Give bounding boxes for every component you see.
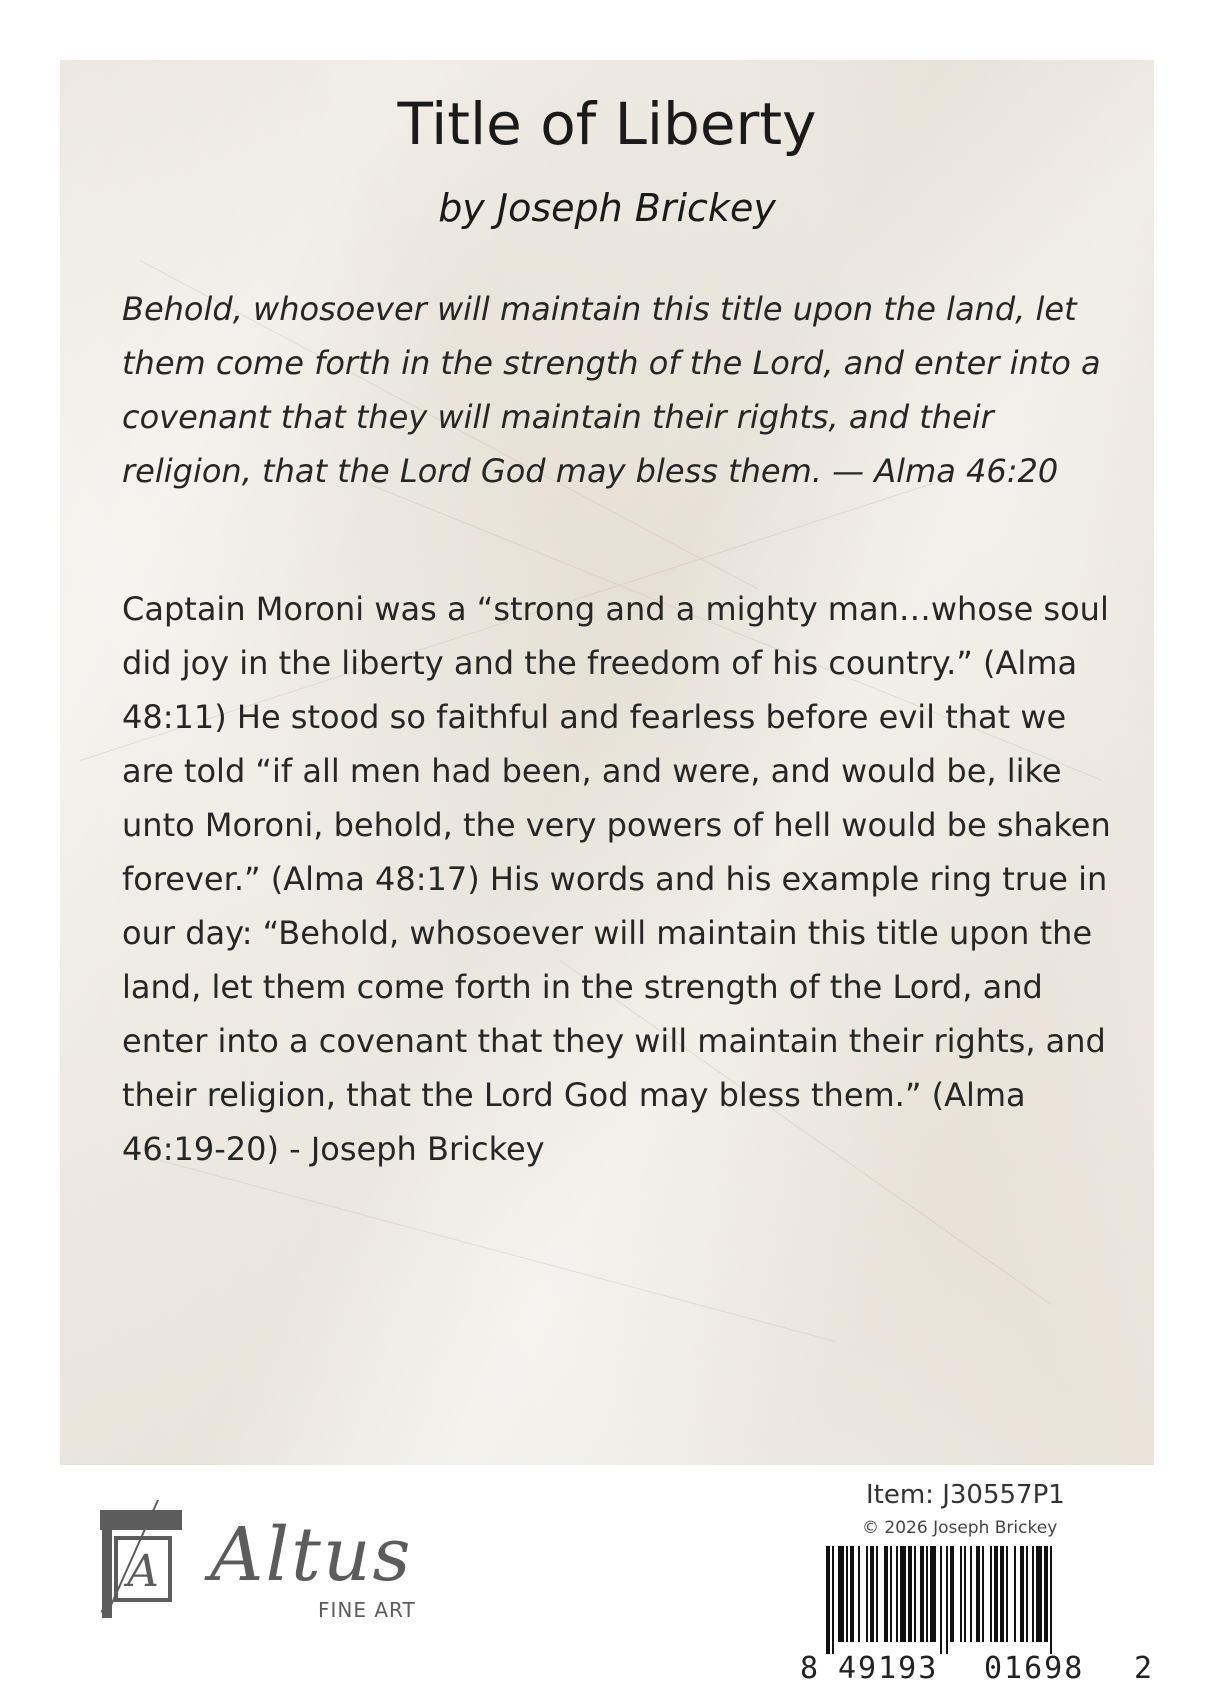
barcode-bar (970, 1546, 972, 1642)
artwork-description: Captain Moroni was a “strong and a mighty man…whose soul did joy in the liberty and the freedom of his country.” (Alma 48:11) He stood so faithful and fearless before evil that we are told “if all men had been, and were, and would be, like unto Moroni, behold, the very powers of hell would be shaken forever.” (Alma 48:17) His words and his example ring true in our day: “Behold, whosoever will maintain this title upon the land, let them come forth in the strength of the Lord, and enter into a covenant that they will maintain their rights, and their religion, that the Lord God may bless them.” (Alma 46:19-20) - Joseph Brickey (122, 590, 1111, 1168)
barcode-bar (1044, 1546, 1048, 1642)
copyright-notice: © 2026 Joseph Brickey (862, 1518, 1058, 1538)
barcode-bar (838, 1546, 844, 1642)
barcode-bar (946, 1546, 948, 1654)
barcode-check-digit: 2 (1134, 1651, 1153, 1684)
barcode-lead-digit: 8 (800, 1651, 819, 1684)
logo-subtitle: FINE ART (318, 1598, 416, 1622)
barcode-bar (1032, 1546, 1034, 1642)
barcode-bar (914, 1546, 916, 1642)
marble-card (60, 60, 1154, 1465)
artist-byline: by Joseph Brickey (438, 186, 776, 230)
barcode-bar (870, 1546, 874, 1642)
barcode-left-digits: 49193 (838, 1651, 939, 1684)
barcode-bar (994, 1546, 998, 1642)
barcode (798, 1544, 1158, 1684)
barcode-bar (866, 1546, 868, 1642)
scripture-quote: Behold, whosoever will maintain this title upon the land, let them come forth in the strength of the Lord, and enter into a covenant that they will maintain their rights, and their religion, that the Lord God may bless them. — Alma 46:20 (122, 290, 1101, 490)
item-number: Item: J30557P1 (866, 1480, 1065, 1510)
barcode-right-digits: 01698 (984, 1651, 1085, 1684)
marble-vein (160, 1160, 836, 1342)
barcode-bar (1014, 1546, 1016, 1642)
barcode-bar (826, 1546, 830, 1654)
barcode-bar (950, 1546, 954, 1642)
barcode-bar (832, 1546, 834, 1654)
barcode-bar (884, 1546, 888, 1642)
barcode-bar (890, 1546, 892, 1642)
barcode-bar (976, 1546, 980, 1642)
barcode-bar (940, 1546, 942, 1654)
barcode-bar (1026, 1546, 1028, 1642)
barcode-bar (920, 1546, 924, 1642)
barcode-bar (876, 1546, 878, 1642)
altus-fine-art-logo (100, 1500, 440, 1620)
barcode-bar (1036, 1546, 1042, 1642)
barcode-bar (850, 1546, 854, 1642)
logo-wordmark: Altus (210, 1512, 413, 1598)
altus-emblem-icon (100, 1500, 210, 1620)
barcode-bar (960, 1546, 962, 1642)
emblem-letter: A (127, 1546, 159, 1597)
barcode-bar (1020, 1546, 1024, 1642)
barcode-bar (900, 1546, 906, 1642)
artwork-title: Title of Liberty (397, 90, 817, 158)
barcode-bars (826, 1546, 1052, 1654)
barcode-bar (930, 1546, 936, 1642)
barcode-bar (908, 1546, 912, 1642)
barcode-bar (982, 1546, 984, 1642)
barcode-bar (846, 1546, 848, 1642)
barcode-bar (896, 1546, 898, 1642)
barcode-bar (1006, 1546, 1008, 1642)
barcode-bar (926, 1546, 928, 1642)
barcode-bar (964, 1546, 966, 1642)
barcode-bar (990, 1546, 992, 1642)
barcode-bar (1050, 1546, 1052, 1654)
barcode-bar (1000, 1546, 1004, 1642)
barcode-bar (858, 1546, 860, 1642)
